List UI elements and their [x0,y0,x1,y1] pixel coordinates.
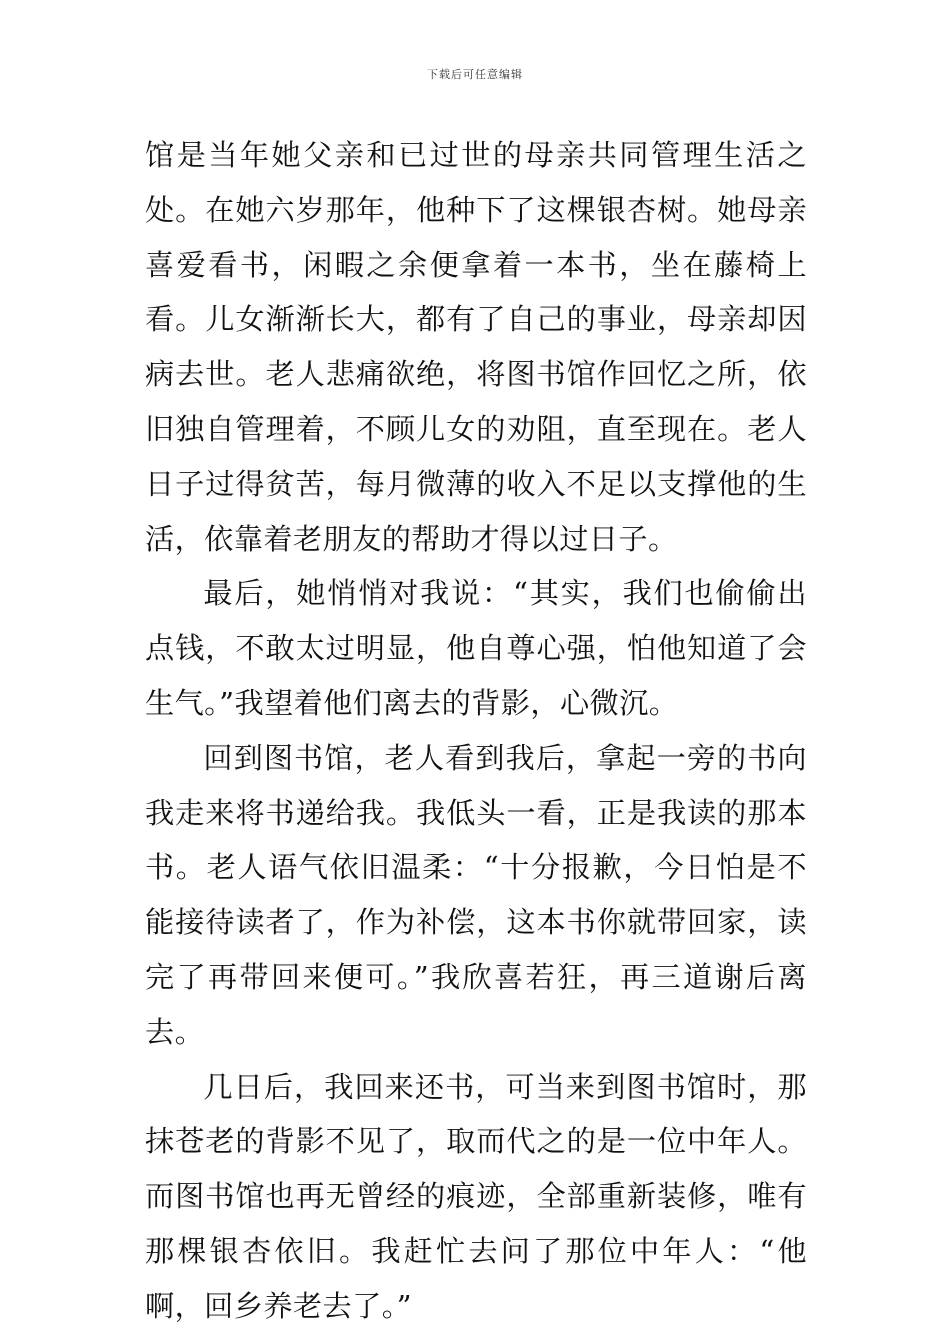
page-header: 下载后可任意编辑 [427,68,523,81]
paragraph-1: 馆是当年她父亲和已过世的母亲共同管理生活之处。在她六岁那年，他种下了这棵银杏树。她母亲喜爱看书，闲暇之余便拿着一本书，坐在藤椅上看。儿女渐渐长大，都有了自己的事业，母亲却因病去世。老人悲痛欲绝，将图书馆作回忆之所，依旧独自管理着，不顾儿女的劝阻，直至现在。老人日子过得贫苦，每月微薄的收入不足以支撑他的生活，依靠着老朋友的帮助才得以过日子。 [145,138,807,556]
paragraph-3: 回到图书馆，老人看到我后，拿起一旁的书向我走来将书递给我。我低头一看，正是我读的那本书。老人语气依旧温柔：“十分报歉，今日怕是不能接待读者了，作为补偿，这本书你就带回家，读完了再带回来便可。”我欣喜若狂，再三道谢后离去。 [145,740,807,1049]
paragraph-4: 几日后，我回来还书，可当来到图书馆时，那抹苍老的背影不见了，取而代之的是一位中年人。而图书馆也再无曾经的痕迹，全部重新装修，唯有那棵银杏依旧。我赶忙去问了那位中年人：“他啊，回乡养老去了。” [145,1069,807,1323]
body-text [145,128,807,1334]
paragraph-2: 最后，她悄悄对我说：“其实，我们也偷偷出点钱，不敢太过明显，他自尊心强，怕他知道了会生气。”我望着他们离去的背影，心微沉。 [145,576,807,720]
